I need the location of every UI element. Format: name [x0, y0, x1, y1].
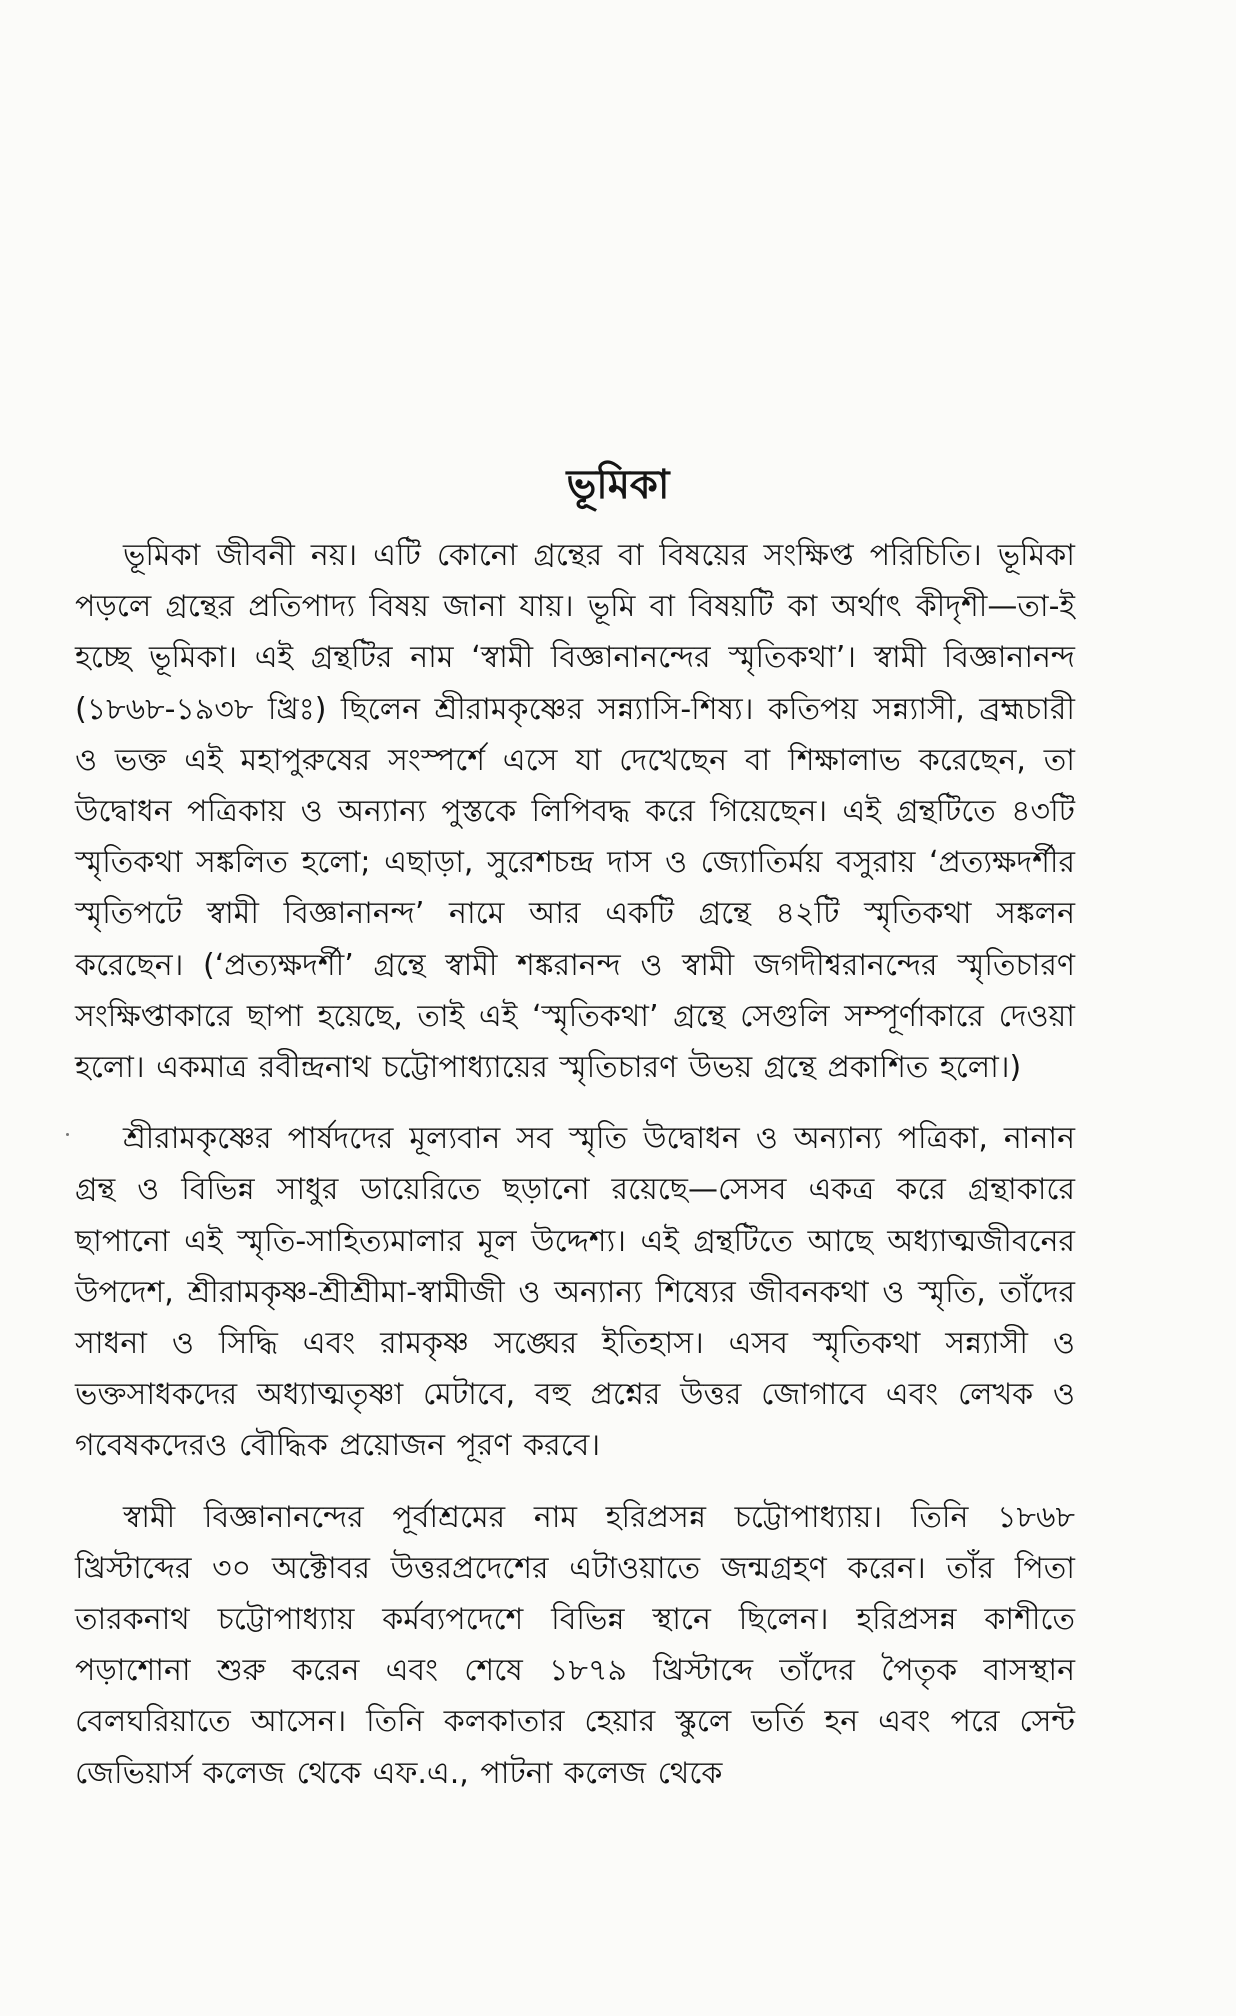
page-title: ভূমিকা [566, 462, 670, 508]
paragraph-2: শ্রীরামকৃষ্ণের পার্ষদদের মূল্যবান সব স্মৃতি উদ্বোধন ও অন্যান্য পত্রিকা, নানান গ্রন্থ ও বিভিন্ন সাধুর ডায়েরিতে ছড়ানো রয়েছে—সেসব একত্র করে গ্রন্থাকারে ছাপানো এই স্মৃতি-সাহিত্যমালার মূল উদ্দেশ্য। এই গ্রন্থটিতে আছে অধ্যাত্মজীবনের উপদেশ, শ্রীরামকৃষ্ণ-শ্রীশ্রীমা-স্বামীজী ও অন্যান্য শিষ্যের জীবনকথা ও স্মৃতি, তাঁদের সাধনা ও সিদ্ধি এবং রামকৃষ্ণ সঙ্ঘের ইতিহাস। এসব স্মৃতিকথা সন্ন্যাসী ও ভক্তসাধকদের অধ্যাত্মতৃষ্ণা মেটাবে, বহু প্রশ্নের উত্তর জোগাবে এবং লেখক ও গবেষকদেরও বৌদ্ধিক প্রয়োজন পূরণ করবে। [75, 1121, 1075, 1464]
body-text [75, 530, 1075, 1819]
paragraph-3: স্বামী বিজ্ঞানানন্দের পূর্বাশ্রমের নাম হরিপ্রসন্ন চট্টোপাধ্যায়। তিনি ১৮৬৮ খ্রিস্টাব্দের ৩০ অক্টোবর উত্তরপ্রদেশের এটাওয়াতে জন্মগ্রহণ করেন। তাঁর পিতা তারকনাথ চট্টোপাধ্যায় কর্মব্যপদেশে বিভিন্ন স্থানে ছিলেন। হরিপ্রসন্ন কাশীতে পড়াশোনা শুরু করেন এবং শেষে ১৮৭৯ খ্রিস্টাব্দে তাঁদের পৈতৃক বাসস্থান বেলঘরিয়াতে আসেন। তিনি কলকাতার হেয়ার স্কুলে ভর্তি হন এবং পরে সেন্ট জেভিয়ার্স কলেজ থেকে এফ.এ., পাটনা কলেজ থেকে [75, 1499, 1075, 1791]
scan-speck [66, 1133, 69, 1136]
paragraph-1: ভূমিকা জীবনী নয়। এটি কোনো গ্রন্থের বা বিষয়ের সংক্ষিপ্ত পরিচিতি। ভূমিকা পড়লে গ্রন্থের প্রতিপাদ্য বিষয় জানা যায়। ভূমি বা বিষয়টি কা অর্থাৎ কীদৃশী—তা-ই হচ্ছে ভূমিকা। এই গ্রন্থটির নাম ‘স্বামী বিজ্ঞানানন্দের স্মৃতিকথা’। স্বামী বিজ্ঞানানন্দ (১৮৬৮-১৯৩৮ খ্রিঃ) ছিলেন শ্রীরামকৃষ্ণের সন্ন্যাসি-শিষ্য। কতিপয় সন্ন্যাসী, ব্রহ্মচারী ও ভক্ত এই মহাপুরুষের সংস্পর্শে এসে যা দেখেছেন বা শিক্ষালাভ করেছেন, তা উদ্বোধন পত্রিকায় ও অন্যান্য পুস্তকে লিপিবদ্ধ করে গিয়েছেন। এই গ্রন্থটিতে ৪৩টি স্মৃতিকথা সঙ্কলিত হলো; এছাড়া, সুরেশচন্দ্র দাস ও জ্যোতির্ময় বসুরায় ‘প্রত্যক্ষদর্শীর স্মৃতিপটে স্বামী বিজ্ঞানানন্দ’ নামে আর একটি গ্রন্থে ৪২টি স্মৃতিকথা সঙ্কলন করেছেন। (‘প্রত্যক্ষদর্শী’ গ্রন্থে স্বামী শঙ্করানন্দ ও স্বামী জগদীশ্বরানন্দের স্মৃতিচারণ সংক্ষিপ্তাকারে ছাপা হয়েছে, তাই এই ‘স্মৃতিকথা’ গ্রন্থে সেগুলি সম্পূর্ণাকারে দেওয়া হলো। একমাত্র রবীন্দ্রনাথ চট্টোপাধ্যায়ের স্মৃতিচারণ উভয় গ্রন্থে প্রকাশিত হলো।) [75, 538, 1075, 1086]
